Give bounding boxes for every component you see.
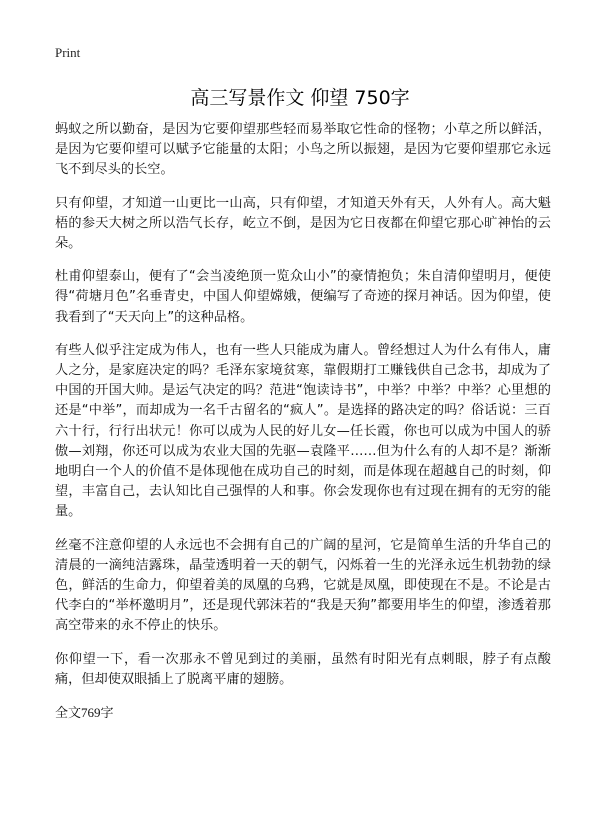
- article-paragraph-5: 丝毫不注意仰望的人永远也不会拥有自己的广阔的星河，它是简单生活的升华自己的清晨的一滴纯洁露珠，晶莹透明着一天的朝气，闪烁着一生的光泽永远生机勃勃的绿色，鲜活的生命力，仰望着美的凤凰的乌鸦，它就是凤凰，即使现在不是。不论是古代李白的“举杯邀明月”，还是现代郭沫若的“我是天狗”都要用毕生的仰望，渗透着那高空带来的永不停止的快乐。: [55, 537, 551, 634]
- word-count-prefix: 全文: [55, 706, 82, 722]
- article-body: [55, 120, 551, 724]
- article-paragraph-2: 只有仰望，才知道一山更比一山高，只有仰望，才知道天外有天，人外有人。高大魁梧的参天大树之所以浩气长存，屹立不倒，是因为它日夜都在仰望它那心旷神怡的云朵。: [55, 195, 551, 252]
- article-paragraph-4: 有些人似乎注定成为伟人，也有一些人只能成为庸人。曾经想过人为什么有伟人，庸人之分，是家庭决定的吗？毛泽东家境贫寒，靠假期打工赚钱供自己念书，却成为了中国的开国大帅。是运气决定的吗？范进“饱读诗书”，中举？中举？中举？心里想的还是“中举”，而却成为一名千古留名的“疯人”。是选择的路决定的吗？俗话说：三百六十行，行行出状元！你可以成为人民的好儿女—任长霞，你也可以成为中国人的骄傲—刘翔，你还可以成为农业大国的先驱—袁隆平……但为什么有的人却不是？渐渐地明白一个人的价值不是体现他在成功自己的时刻，而是体现在超越自己的时刻，仰望，丰富自己，去认知比自己强悍的人和事。你会发现你也有过现在拥有的无穷的能量。: [55, 342, 551, 520]
- article-title: 高三写景作文 仰望 750字: [190, 87, 410, 109]
- print-link[interactable]: Print: [55, 45, 81, 60]
- article-paragraph-3: 杜甫仰望泰山，便有了“会当凌绝顶一览众山小”的豪情抱负；朱自清仰望明月，便使得“荷塘月色”名垂青史，中国人仰望嫦娥，便编写了奇迹的探月神话。因为仰望，使我看到了“天天向上”的这种品格。: [55, 269, 551, 325]
- word-count: [55, 703, 551, 724]
- article-paragraph-6: 你仰望一下，看一次那永不曾见到过的美丽，虽然有时阳光有点刺眼，脖子有点酸痛，但却使双眼插上了脱离平庸的翅膀。: [55, 651, 551, 687]
- article-paragraph-1: 蚂蚁之所以勤奋，是因为它要仰望那些轻而易举取它性命的怪物；小草之所以鲜活，是因为它要仰望可以赋予它能量的太阳；小鸟之所以振翅，是因为它要仰望那它永远飞不到尽头的长空。: [55, 122, 551, 178]
- word-count-suffix: 字: [100, 706, 114, 722]
- word-count-number: 769: [81, 705, 101, 721]
